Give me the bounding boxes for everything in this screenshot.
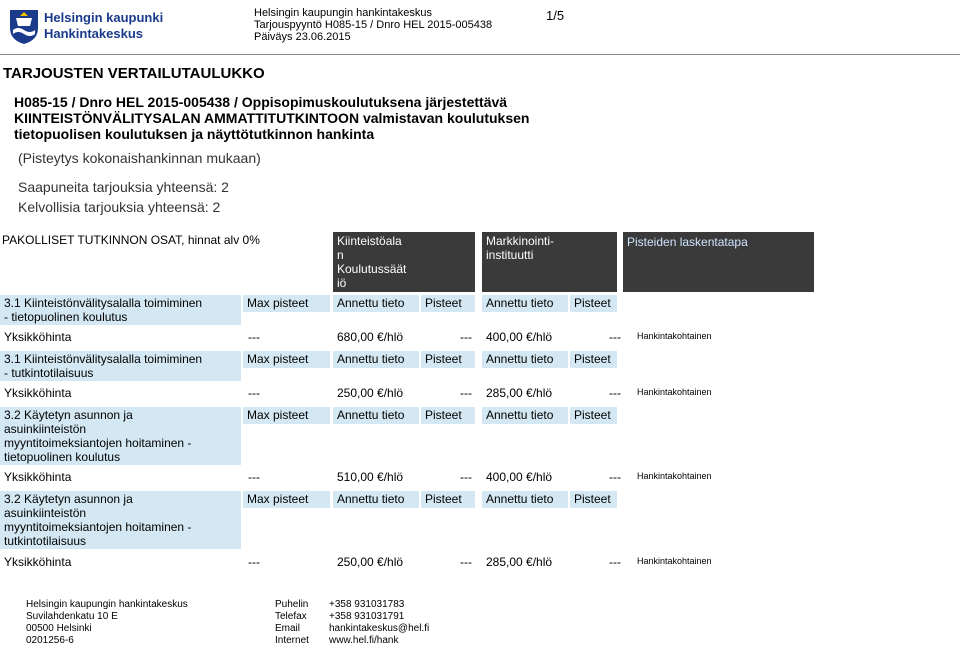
unit-price-label: Yksikköhinta [4, 470, 72, 484]
row-1-points-1: --- [460, 330, 472, 344]
row-3-points-1: --- [460, 470, 472, 484]
title-line-2: KIINTEISTÖNVÄLITYSALAN AMMATTITUTKINTOON valmistavan koulutuksen [14, 110, 530, 126]
col-points-header: Pisteet [421, 295, 475, 312]
col-points-header: Pisteet [421, 351, 475, 368]
col-points-header: Pisteet [570, 351, 617, 368]
scoring-note: (Pisteytys kokonaishankinnan mukaan) [18, 150, 261, 166]
website-link[interactable]: www.hel.fi/hank [329, 635, 399, 646]
row-2-max: --- [248, 386, 260, 400]
row-2-points-1: --- [460, 386, 472, 400]
sender: Helsingin kaupungin hankintakeskus [254, 7, 432, 19]
col-given-header: Annettu tieto [333, 295, 419, 312]
col-given-header: Annettu tieto [333, 407, 419, 424]
section-header: PAKOLLISET TUTKINNON OSAT, hinnat alv 0% [2, 233, 260, 247]
row-2-points-2: --- [609, 386, 621, 400]
footer-contact-values [329, 599, 429, 647]
reference: Tarjouspyyntö H085-15 / Dnro HEL 2015-005438 [254, 19, 493, 31]
org-name-2: Hankintakeskus [44, 26, 143, 41]
received-count: Saapuneita tarjouksia yhteensä: 2 [18, 179, 229, 195]
row-1-method: Hankintakohtainen [637, 331, 712, 341]
row-1-price-2: 400,00 €/hlö [486, 330, 553, 344]
row-4-method: Hankintakohtainen [637, 556, 712, 566]
row-3-points-2: --- [609, 470, 621, 484]
fax: +358 931031791 [329, 611, 405, 622]
row-1-points-2: --- [609, 330, 621, 344]
row-4-label: 3.2 Käytetyn asunnon ja asuinkiinteistön myyntitoimeksiantojen hoitaminen - tutkintotilaisuus [0, 491, 241, 549]
crest-icon [10, 10, 38, 44]
email-link[interactable]: hankintakeskus@hel.fi [329, 623, 430, 634]
page-number: 1/5 [546, 8, 565, 23]
row-3-max: --- [248, 470, 260, 484]
row-3-label: 3.2 Käytetyn asunnon ja asuinkiinteistön myyntitoimeksiantojen hoitaminen - tietopuolinen koulutus [0, 407, 241, 465]
col-given-header: Annettu tieto [482, 407, 568, 424]
unit-price-label: Yksikköhinta [4, 386, 72, 400]
doc-date: Päiväys 23.06.2015 [254, 31, 351, 43]
row-3-price-1: 510,00 €/hlö [337, 470, 404, 484]
row-4-points-2: --- [609, 555, 621, 569]
col-max-header: Max pisteet [243, 351, 330, 368]
header-rule [0, 54, 960, 55]
col-points-header: Pisteet [421, 407, 475, 424]
title-line-1: H085-15 / Dnro HEL 2015-005438 / Oppisopimuskoulutuksena järjestettävä [14, 94, 508, 110]
valid-count: Kelvollisia tarjouksia yhteensä: 2 [18, 199, 221, 215]
row-2-price-1: 250,00 €/hlö [337, 386, 404, 400]
col-points-header: Pisteet [421, 491, 475, 508]
col-points-header: Pisteet [570, 407, 617, 424]
col-max-header: Max pisteet [243, 295, 330, 312]
footer-address: Helsingin kaupungin hankintakeskus Suvilahdenkatu 10 E 00500 Helsinki 0201256-6 [26, 599, 188, 646]
row-3-price-2: 400,00 €/hlö [486, 470, 553, 484]
col-points-header: Pisteet [570, 491, 617, 508]
unit-price-label: Yksikköhinta [4, 555, 72, 569]
row-4-price-1: 250,00 €/hlö [337, 555, 404, 569]
row-1-max: --- [248, 330, 260, 344]
phone: +358 931031783 [329, 599, 405, 610]
col-points-header: Pisteet [570, 295, 617, 312]
row-2-price-2: 285,00 €/hlö [486, 386, 553, 400]
row-3-method: Hankintakohtainen [637, 471, 712, 481]
col-given-header: Annettu tieto [482, 351, 568, 368]
col-given-header: Annettu tieto [482, 491, 568, 508]
org-name-1: Helsingin kaupunki [44, 10, 164, 25]
unit-price-label: Yksikköhinta [4, 330, 72, 344]
supplier-1-header: Kiinteistöala n Koulutussäät iö [333, 232, 475, 292]
title-line-3: tietopuolisen koulutuksen ja näyttötutkinnon hankinta [14, 126, 375, 142]
row-4-max: --- [248, 555, 260, 569]
col-max-header: Max pisteet [243, 491, 330, 508]
method-header: Pisteiden laskentatapa [623, 232, 814, 292]
col-given-header: Annettu tieto [482, 295, 568, 312]
row-1-price-1: 680,00 €/hlö [337, 330, 404, 344]
row-1-label: 3.1 Kiinteistönvälitysalalla toimiminen - tietopuolinen koulutus [0, 295, 241, 325]
row-2-label: 3.1 Kiinteistönvälitysalalla toimiminen - tutkintotilaisuus [0, 351, 241, 381]
col-max-header: Max pisteet [243, 407, 330, 424]
col-given-header: Annettu tieto [333, 351, 419, 368]
city-logo [8, 4, 208, 44]
row-4-price-2: 285,00 €/hlö [486, 555, 553, 569]
row-2-method: Hankintakohtainen [637, 387, 712, 397]
col-given-header: Annettu tieto [333, 491, 419, 508]
supplier-2-header: Markkinointi- instituutti [482, 232, 617, 292]
document-type-title: TARJOUSTEN VERTAILUTAULUKKO [3, 65, 265, 82]
footer-contact-labels: Puhelin Telefax Email Internet [275, 599, 309, 646]
row-4-points-1: --- [460, 555, 472, 569]
